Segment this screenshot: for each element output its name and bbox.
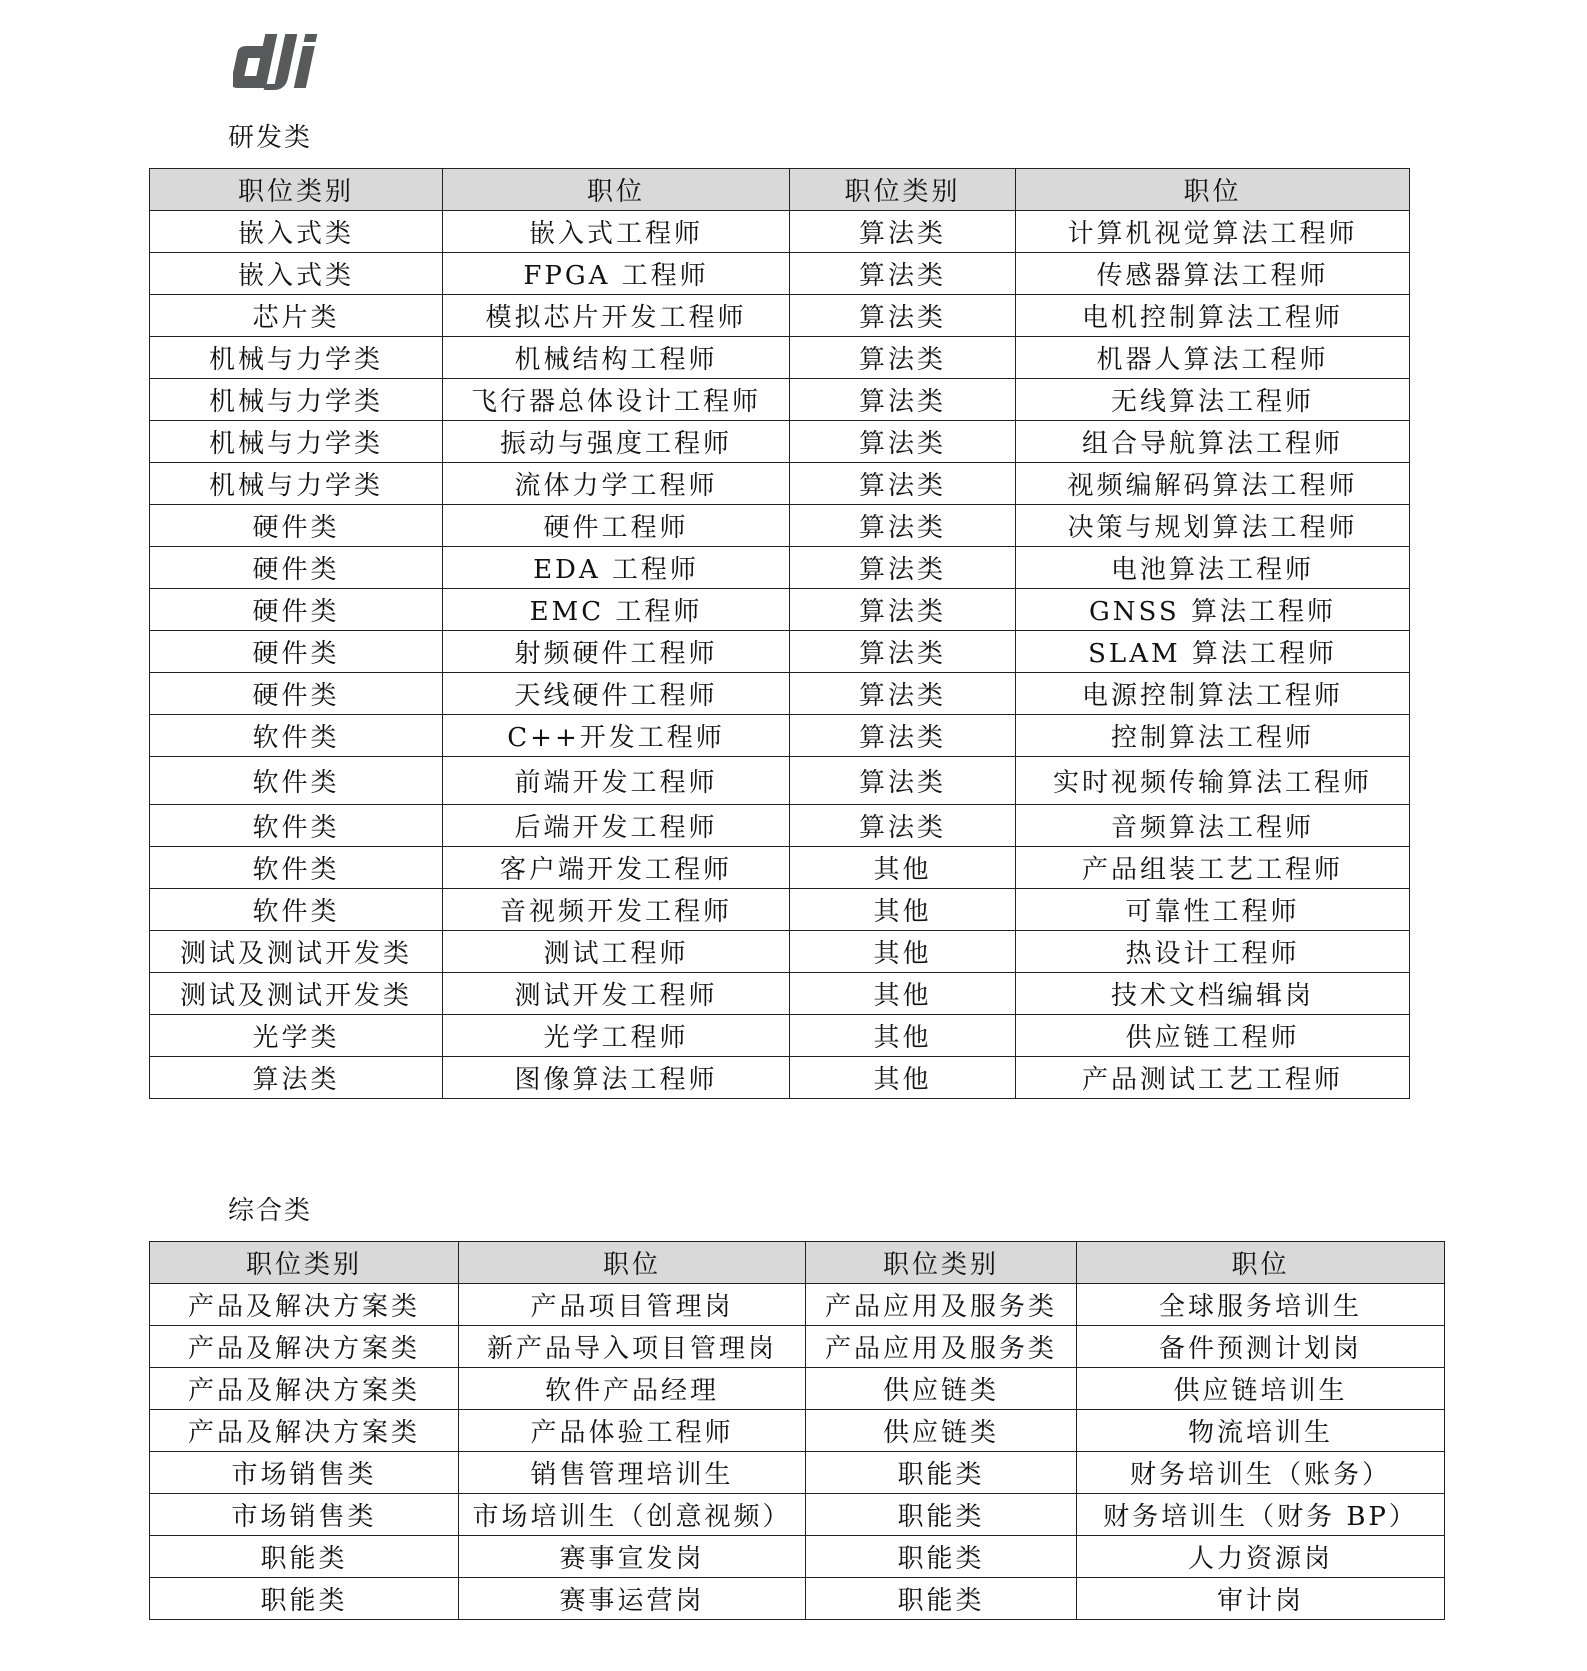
cell-position: 电源控制算法工程师: [1016, 673, 1410, 715]
table-row: [150, 889, 1410, 931]
cell-position: 赛事宣发岗: [459, 1536, 806, 1578]
cell-position: 后端开发工程师: [443, 805, 790, 847]
cell-position: 市场培训生（创意视频）: [459, 1494, 806, 1536]
cell-category: 职能类: [806, 1452, 1077, 1494]
table-row: [150, 1015, 1410, 1057]
table-row: [150, 757, 1410, 805]
general-positions-table: [149, 1241, 1445, 1620]
table-row: [150, 379, 1410, 421]
cell-position: 计算机视觉算法工程师: [1016, 211, 1410, 253]
cell-category: 机械与力学类: [150, 421, 443, 463]
cell-category: 算法类: [790, 421, 1016, 463]
cell-position: 财务培训生（财务 BP）: [1077, 1494, 1445, 1536]
cell-category: 嵌入式类: [150, 211, 443, 253]
cell-category: 产品及解决方案类: [150, 1410, 459, 1452]
table-row: [150, 931, 1410, 973]
cell-position: 无线算法工程师: [1016, 379, 1410, 421]
cell-position: 图像算法工程师: [443, 1057, 790, 1099]
cell-category: 产品应用及服务类: [806, 1326, 1077, 1368]
table-row: [150, 715, 1410, 757]
cell-category: 光学类: [150, 1015, 443, 1057]
cell-position: 备件预测计划岗: [1077, 1326, 1445, 1368]
cell-category: 硬件类: [150, 547, 443, 589]
cell-position: 组合导航算法工程师: [1016, 421, 1410, 463]
cell-position: 供应链工程师: [1016, 1015, 1410, 1057]
cell-category: 供应链类: [806, 1368, 1077, 1410]
cell-position: 前端开发工程师: [443, 757, 790, 805]
cell-position: 机械结构工程师: [443, 337, 790, 379]
cell-position: 财务培训生（账务）: [1077, 1452, 1445, 1494]
cell-category: 产品及解决方案类: [150, 1284, 459, 1326]
cell-position: 光学工程师: [443, 1015, 790, 1057]
table-row: [150, 673, 1410, 715]
table-row: [150, 1410, 1445, 1452]
cell-position: 机器人算法工程师: [1016, 337, 1410, 379]
cell-category: 软件类: [150, 889, 443, 931]
header-category: 职位类别: [806, 1242, 1077, 1284]
cell-category: 测试及测试开发类: [150, 973, 443, 1015]
cell-category: 机械与力学类: [150, 463, 443, 505]
cell-position: 新产品导入项目管理岗: [459, 1326, 806, 1368]
cell-category: 机械与力学类: [150, 337, 443, 379]
cell-category: 供应链类: [806, 1410, 1077, 1452]
cell-position: 测试开发工程师: [443, 973, 790, 1015]
table-row: [150, 1578, 1445, 1620]
cell-category: 软件类: [150, 847, 443, 889]
cell-category: 算法类: [790, 673, 1016, 715]
cell-position: 测试工程师: [443, 931, 790, 973]
cell-position: 视频编解码算法工程师: [1016, 463, 1410, 505]
cell-category: 算法类: [790, 715, 1016, 757]
cell-category: 市场销售类: [150, 1452, 459, 1494]
section-title-general: 综合类: [228, 1196, 313, 1226]
header-category: 职位类别: [150, 1242, 459, 1284]
cell-position: FPGA 工程师: [443, 253, 790, 295]
cell-position: 传感器算法工程师: [1016, 253, 1410, 295]
cell-category: 软件类: [150, 757, 443, 805]
cell-position: EMC 工程师: [443, 589, 790, 631]
cell-position: 产品测试工艺工程师: [1016, 1057, 1410, 1099]
cell-position: 实时视频传输算法工程师: [1016, 757, 1410, 805]
cell-category: 算法类: [790, 547, 1016, 589]
cell-category: 算法类: [790, 631, 1016, 673]
cell-position: 飞行器总体设计工程师: [443, 379, 790, 421]
cell-position: 人力资源岗: [1077, 1536, 1445, 1578]
table-row: [150, 337, 1410, 379]
cell-category: 算法类: [790, 295, 1016, 337]
table-row: [150, 1057, 1410, 1099]
cell-position: 射频硬件工程师: [443, 631, 790, 673]
cell-position: EDA 工程师: [443, 547, 790, 589]
table-row: [150, 463, 1410, 505]
cell-category: 算法类: [790, 505, 1016, 547]
cell-category: 职能类: [806, 1494, 1077, 1536]
cell-category: 其他: [790, 1057, 1016, 1099]
section-title-rnd: 研发类: [228, 123, 313, 153]
cell-position: 全球服务培训生: [1077, 1284, 1445, 1326]
cell-position: 客户端开发工程师: [443, 847, 790, 889]
table-row: [150, 295, 1410, 337]
cell-category: 职能类: [150, 1536, 459, 1578]
cell-category: 职能类: [806, 1536, 1077, 1578]
cell-category: 产品及解决方案类: [150, 1368, 459, 1410]
header-position: 职位: [1077, 1242, 1445, 1284]
cell-position: SLAM 算法工程师: [1016, 631, 1410, 673]
cell-position: 电池算法工程师: [1016, 547, 1410, 589]
cell-category: 测试及测试开发类: [150, 931, 443, 973]
cell-position: GNSS 算法工程师: [1016, 589, 1410, 631]
table-header-row: [150, 169, 1410, 211]
table-row: [150, 1494, 1445, 1536]
cell-category: 其他: [790, 889, 1016, 931]
table-row: [150, 847, 1410, 889]
cell-category: 硬件类: [150, 631, 443, 673]
cell-position: 物流培训生: [1077, 1410, 1445, 1452]
cell-category: 职能类: [806, 1578, 1077, 1620]
cell-category: 硬件类: [150, 505, 443, 547]
cell-position: C++开发工程师: [443, 715, 790, 757]
cell-position: 技术文档编辑岗: [1016, 973, 1410, 1015]
cell-category: 软件类: [150, 715, 443, 757]
cell-position: 音视频开发工程师: [443, 889, 790, 931]
table-row: [150, 421, 1410, 463]
cell-category: 其他: [790, 847, 1016, 889]
cell-category: 算法类: [150, 1057, 443, 1099]
cell-position: 控制算法工程师: [1016, 715, 1410, 757]
cell-category: 产品应用及服务类: [806, 1284, 1077, 1326]
cell-position: 热设计工程师: [1016, 931, 1410, 973]
table-row: [150, 589, 1410, 631]
cell-position: 产品项目管理岗: [459, 1284, 806, 1326]
cell-category: 软件类: [150, 805, 443, 847]
cell-position: 决策与规划算法工程师: [1016, 505, 1410, 547]
cell-position: 审计岗: [1077, 1578, 1445, 1620]
cell-position: 可靠性工程师: [1016, 889, 1410, 931]
cell-position: 模拟芯片开发工程师: [443, 295, 790, 337]
cell-position: 电机控制算法工程师: [1016, 295, 1410, 337]
cell-category: 市场销售类: [150, 1494, 459, 1536]
cell-category: 算法类: [790, 463, 1016, 505]
table-row: [150, 505, 1410, 547]
table-row: [150, 631, 1410, 673]
cell-category: 算法类: [790, 805, 1016, 847]
table-row: [150, 1368, 1445, 1410]
cell-position: 音频算法工程师: [1016, 805, 1410, 847]
cell-position: 流体力学工程师: [443, 463, 790, 505]
dji-logo: [233, 26, 350, 90]
header-position: 职位: [1016, 169, 1410, 211]
cell-position: 振动与强度工程师: [443, 421, 790, 463]
cell-position: 供应链培训生: [1077, 1368, 1445, 1410]
cell-category: 其他: [790, 1015, 1016, 1057]
cell-position: 嵌入式工程师: [443, 211, 790, 253]
table-row: [150, 973, 1410, 1015]
table-row: [150, 253, 1410, 295]
table-header-row: [150, 1242, 1445, 1284]
cell-category: 算法类: [790, 211, 1016, 253]
cell-position: 软件产品经理: [459, 1368, 806, 1410]
cell-category: 硬件类: [150, 673, 443, 715]
table-row: [150, 1284, 1445, 1326]
table-row: [150, 547, 1410, 589]
cell-category: 算法类: [790, 589, 1016, 631]
cell-position: 销售管理培训生: [459, 1452, 806, 1494]
cell-category: 其他: [790, 973, 1016, 1015]
cell-position: 产品体验工程师: [459, 1410, 806, 1452]
table-row: [150, 1326, 1445, 1368]
cell-category: 硬件类: [150, 589, 443, 631]
table-row: [150, 1536, 1445, 1578]
cell-category: 其他: [790, 931, 1016, 973]
cell-position: 硬件工程师: [443, 505, 790, 547]
header-category: 职位类别: [150, 169, 443, 211]
table-row: [150, 805, 1410, 847]
cell-category: 嵌入式类: [150, 253, 443, 295]
cell-category: 算法类: [790, 757, 1016, 805]
cell-category: 芯片类: [150, 295, 443, 337]
table-row: [150, 211, 1410, 253]
cell-category: 算法类: [790, 253, 1016, 295]
rnd-positions-table: [149, 168, 1410, 1099]
table-row: [150, 1452, 1445, 1494]
cell-category: 机械与力学类: [150, 379, 443, 421]
cell-position: 赛事运营岗: [459, 1578, 806, 1620]
header-category: 职位类别: [790, 169, 1016, 211]
cell-category: 产品及解决方案类: [150, 1326, 459, 1368]
header-position: 职位: [459, 1242, 806, 1284]
cell-category: 职能类: [150, 1578, 459, 1620]
cell-category: 算法类: [790, 379, 1016, 421]
cell-category: 算法类: [790, 337, 1016, 379]
header-position: 职位: [443, 169, 790, 211]
cell-position: 产品组装工艺工程师: [1016, 847, 1410, 889]
cell-position: 天线硬件工程师: [443, 673, 790, 715]
